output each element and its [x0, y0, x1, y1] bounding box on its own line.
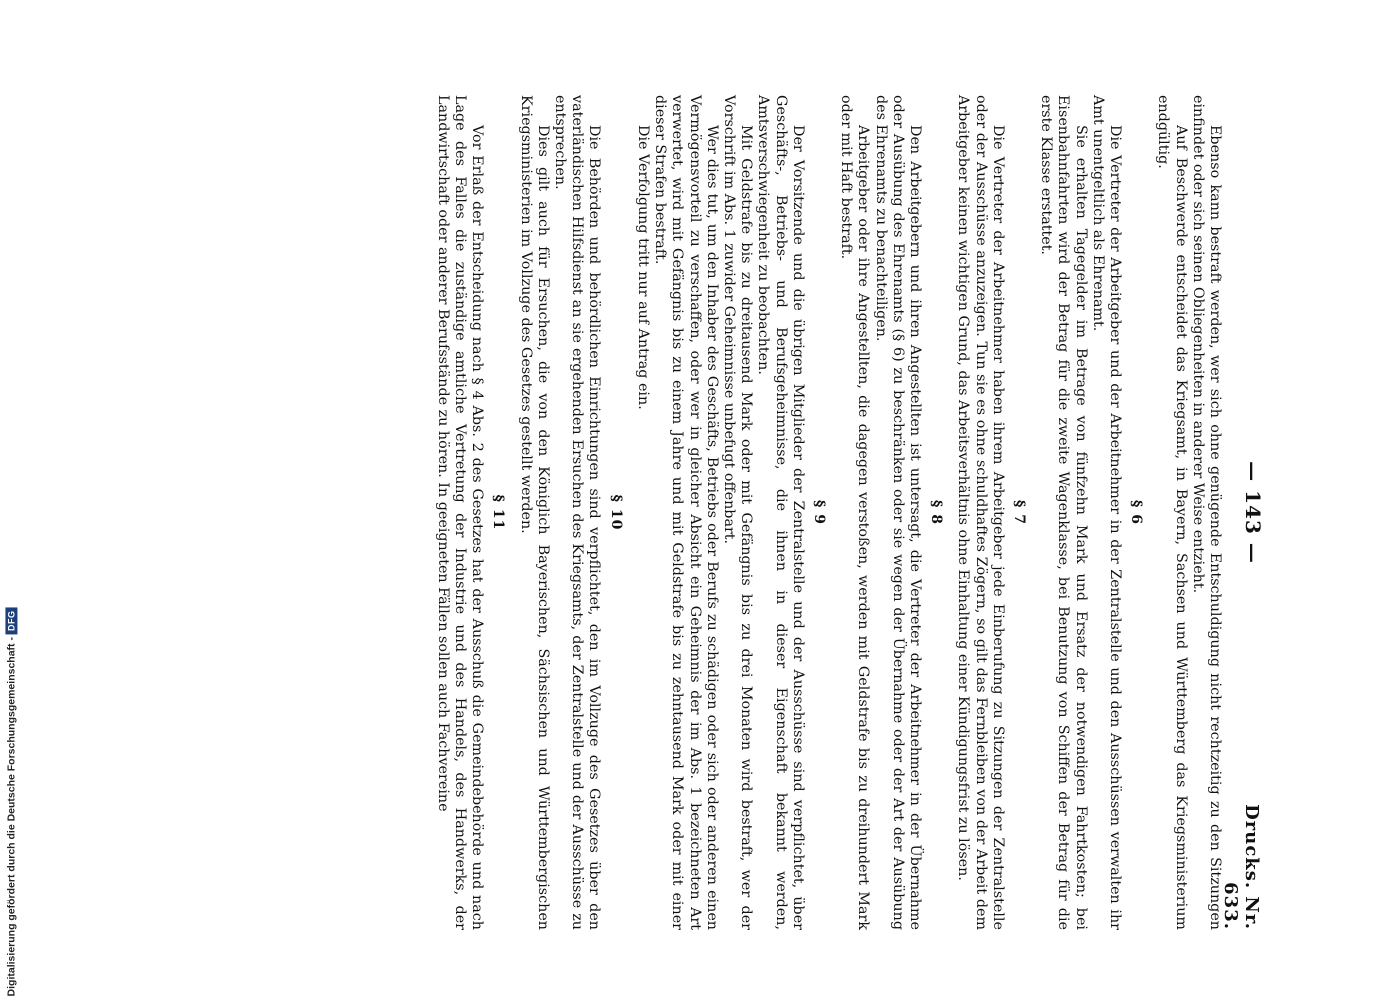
paragraph: Auf Beschwerde entscheidet das Kriegsamt, in Bayern, Sachsen und Württemberg das Kriegsministerium endgültig. — [1155, 95, 1189, 930]
paragraph: Die Vertreter der Arbeitnehmer haben ihrem Arbeitgeber jede Einberufung zu Sitzungen der Zentralstelle oder der Ausschüsse anzuzeigen. Tun sie es ohne schuldhaftes Zögern, so gilt das Fernbleiben von der Arbeit dem Arbeitgeber keinen wichtigen Grund, das Arbeitsverhältnis ohne Einhaltung einer Kündigungsfrist zu lösen. — [955, 95, 1006, 930]
paragraph: Mit Geldstrafe bis zu dreitausend Mark oder mit Gefängnis bis zu drei Monaten wird bestraft, wer der Vorschrift im Abs. 1 zuwider Geheimnisse unbefugt offenbart. — [720, 95, 755, 930]
body-text — [434, 95, 1223, 930]
section-heading-6: § 6 — [1128, 500, 1145, 525]
section-heading-9: § 9 — [810, 500, 827, 525]
paragraph: Die Vertreter der Arbeitgeber und der Arbeitnehmer in der Zentralstelle und den Ausschüssen verwalten ihr Amt unentgeltlich als Ehrenamt. — [1089, 95, 1123, 930]
digitization-credit — [2, 605, 21, 998]
paragraph: Sie erhalten Tagegelder im Betrage von fünfzehn Mark und Ersatz der notwendigen Fahrtkosten; bei Eisenbahnfahrten wird der Betrag für die zweite Wagenklasse, bei Benutzung von Schiffen der Betrag für die erste Klasse erstattet. — [1038, 95, 1089, 930]
document-reference: Drucks. Nr. 633. — [1220, 804, 1262, 930]
paragraph: Dies gilt auch für Ersuchen, die von den Königlich Bayerischen, Sächsischen und Württembergischen Kriegsministerien im Vollzuge des Gesetzes gestellt werden. — [517, 95, 551, 930]
paragraph: Die Verfolgung tritt nur auf Antrag ein. — [634, 125, 651, 410]
section-heading-11: § 11 — [490, 494, 507, 531]
paragraph: Der Vorsitzende und die übrigen Mitglieder der Zentralstelle und der Ausschüsse sind verpflichtet, über Geschäfts-, Betriebs- und Berufsgeheimnisse, die ihnen in dieser Eigenschaft bekannt werden, Amtsverschwiegenheit zu beobachten. — [755, 95, 806, 930]
paragraph: Vor Erlaß der Entscheidung nach § 4 Abs. 2 des Gesetzes hat der Ausschuß die Gemeindebehörde und nach Lage des Falles die zuständige amtliche Vertretung der Industrie und des Handels, des Handwerks, der Landwirtschaft oder anderer Berufsstände zu hören. In geeigneten Fällen sollen auch Fachvereine — [434, 95, 486, 930]
dfg-logo-icon: DFG — [6, 607, 18, 634]
page-header — [1220, 95, 1265, 930]
section-heading-8: § 8 — [928, 500, 945, 525]
paragraph: Den Arbeitgebern und ihren Angestellten ist untersagt, die Vertreter der Arbeitnehmer in der Übernahme oder Ausübung des Ehrenamts (§ 6) zu beschränken oder sie wegen der Übernahme oder der Art der Ausübung des Ehrenamts zu benachteiligen. — [872, 95, 923, 930]
digitization-credit-text: Digitalisierung gefördert durch die Deutsche Forschungsgemeinschaft - — [5, 636, 18, 996]
paragraph: Arbeitgeber oder ihre Angestellten, die dagegen verstoßen, werden mit Geldstrafe bis zu dreihundert Mark oder mit Haft bestraft. — [838, 95, 872, 930]
paragraph: Ebenso kann bestraft werden, wer sich ohne genügende Entschuldigung nicht rechtzeitig zu den Sitzungen einfindet oder sich seinen Obliegenheiten in anderer Weise entzieht. — [1189, 95, 1223, 930]
page-content — [135, 95, 1265, 930]
paragraph: Wer dies tut, um den Inhaber des Geschäfts, Betriebs oder Berufs zu schädigen oder sich oder anderen einen Vermögensvorteil zu verschaffen, oder wer in gleicher Absicht ein Geheimnis der im Abs. 1 bezeichneten Art verwertet, wird mit Gefängnis bis zu einem Jahre und mit Geldstrafe bis zu zehntausend Mark oder mit einer dieser Strafen bestraft. — [652, 95, 720, 930]
page-number: — 143 — — [1241, 461, 1265, 564]
section-heading-10: § 10 — [607, 494, 624, 531]
section-heading-7: § 7 — [1010, 500, 1027, 525]
paragraph: Die Behörden und behördlichen Einrichtungen sind verpflichtet, den im Vollzuge des Gesetzes über den vaterländischen Hilfsdienst an sie ergehenden Ersuchen des Kriegsamts, der Zentralstelle und der Ausschüsse zu entsprechen. — [552, 95, 603, 930]
